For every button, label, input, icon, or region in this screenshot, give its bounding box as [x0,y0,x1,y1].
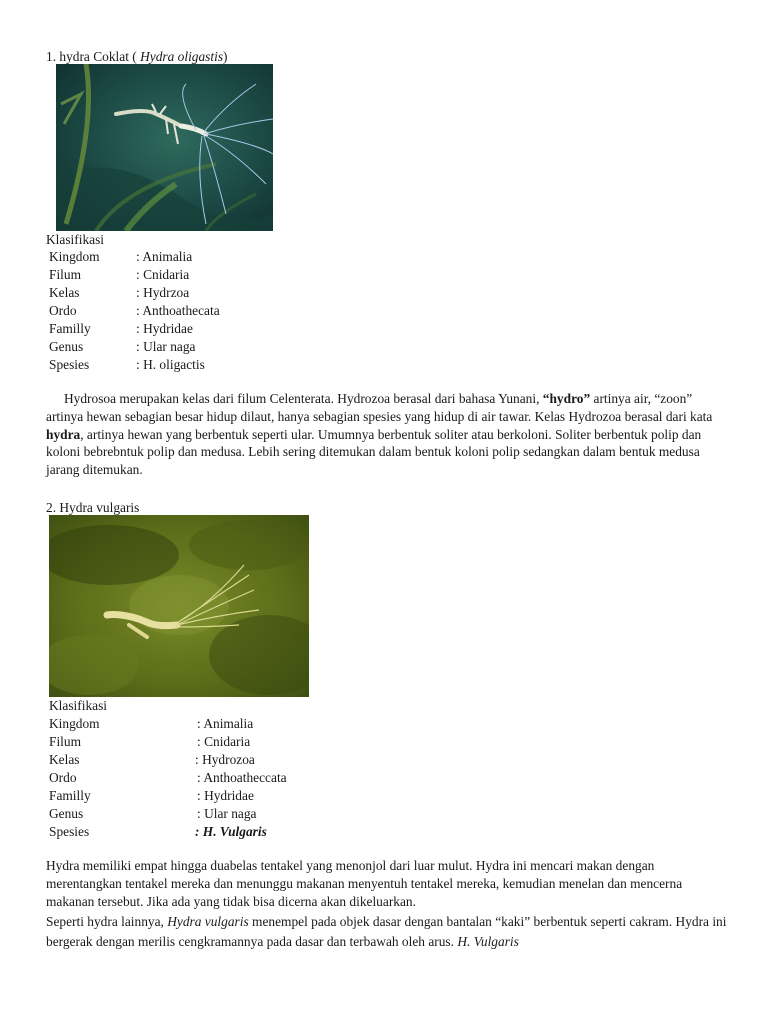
section2-title: 2. Hydra vulgaris [46,500,140,515]
section1-classification-heading: Klasifikasi [46,232,105,247]
section1-title: 1. hydra Coklat ( Hydra oligastis) [46,49,228,64]
section2-classification-heading: Klasifikasi [49,698,108,713]
section1-description: Hydrosoa merupakan kelas dari filum Celenterata. Hydrozoa berasal dari bahasa Yunani, “hydro” artinya air, “zoon” artinya hewan sebagian besar hidup dilaut, hanya sebagian spesies yang hidup di air tawar. Kelas Hydrozoa berasal dari kata hydra, artinya hewan yang berbentuk seperti ular. Umumnya berbentuk soliter atau berkoloni. Soliter berbentuk polip dan koloni bebrebntuk polip dan medusa. Lebih sering ditemukan dalam bentuk koloni polip sedangkan dalam bentuk medusa jarang ditemukan. [46,391,713,478]
document-page: 1. hydra Coklat ( Hydra oligastis) Klasifikasi Kingdom : Animalia Filum : Cnidaria Kelas : Hydrzoa Ordo : Anthoathecata Familly : Hydridae Genus : Ular naga Spesies : H. oligactis Hydrosoa merupakan kelas dari filum Celenterata. Hydrozoa berasal dari bahasa Yunani, “hydro” artinya air, “zoon” artinya hewan sebagian besar hidup dilaut, hanya sebagian spesies yang hidup di air tawar. Kelas Hydrozoa berasal dari kata hydra, artinya hewan yang berbentuk seperti ular. Umumnya berbentuk soliter atau berkoloni. Soliter berbentuk polip dan koloni bebrebntuk polip dan medusa. Lebih sering ditemukan dalam bentuk koloni polip sedangkan dalam bentuk medusa jarang ditemukan. 2. Hydra vulgaris Klasifikasi Kingdom : Animalia Filum : Cnidaria Kelas : Hydrozoa Ordo : Anthoatheccata Familly : Hydridae Genus : Ular naga Spesies : H. Vulgaris Hydra memiliki empat hingga duabelas tentakel yang menonjol dari luar mulut. Hydra ini mencari makan dengan merentangkan tentakel mereka dan menunggu makanan menyentuh tentakel mereka, kemudian menelan dan mencerna makanan tersebut. Jika ada yang tidak bisa dicerna akan dikeluarkan. Seperti hydra lainnya, Hydra vulgaris menempel pada objek dasar dengan bantalan “kaki” berbentuk seperti cakram. Hydra ini bergerak dengan merilis cengkramannya pada dasar dan terbawah oleh arus. H. Vulgaris [0,0,768,1024]
section2-description-continued: Seperti hydra lainnya, Hydra vulgaris menempel pada objek dasar dengan bantalan “kaki” berbentuk seperti cakram. Hydra ini bergerak dengan merilis cengkramannya pada dasar dan terbawah oleh arus. H. Vulgaris [46,914,727,949]
hydra-vulgaris-photo [49,515,309,697]
section2-description: Hydra memiliki empat hingga duabelas tentakel yang menonjol dari luar mulut. Hydra ini mencari makan dengan merentangkan tentakel mereka dan menunggu makanan menyentuh tentakel mereka, kemudian menelan dan mencerna makanan tersebut. Jika ada yang tidak bisa dicerna akan dikeluarkan. [46,858,683,909]
hydra-brown-photo [56,64,273,231]
